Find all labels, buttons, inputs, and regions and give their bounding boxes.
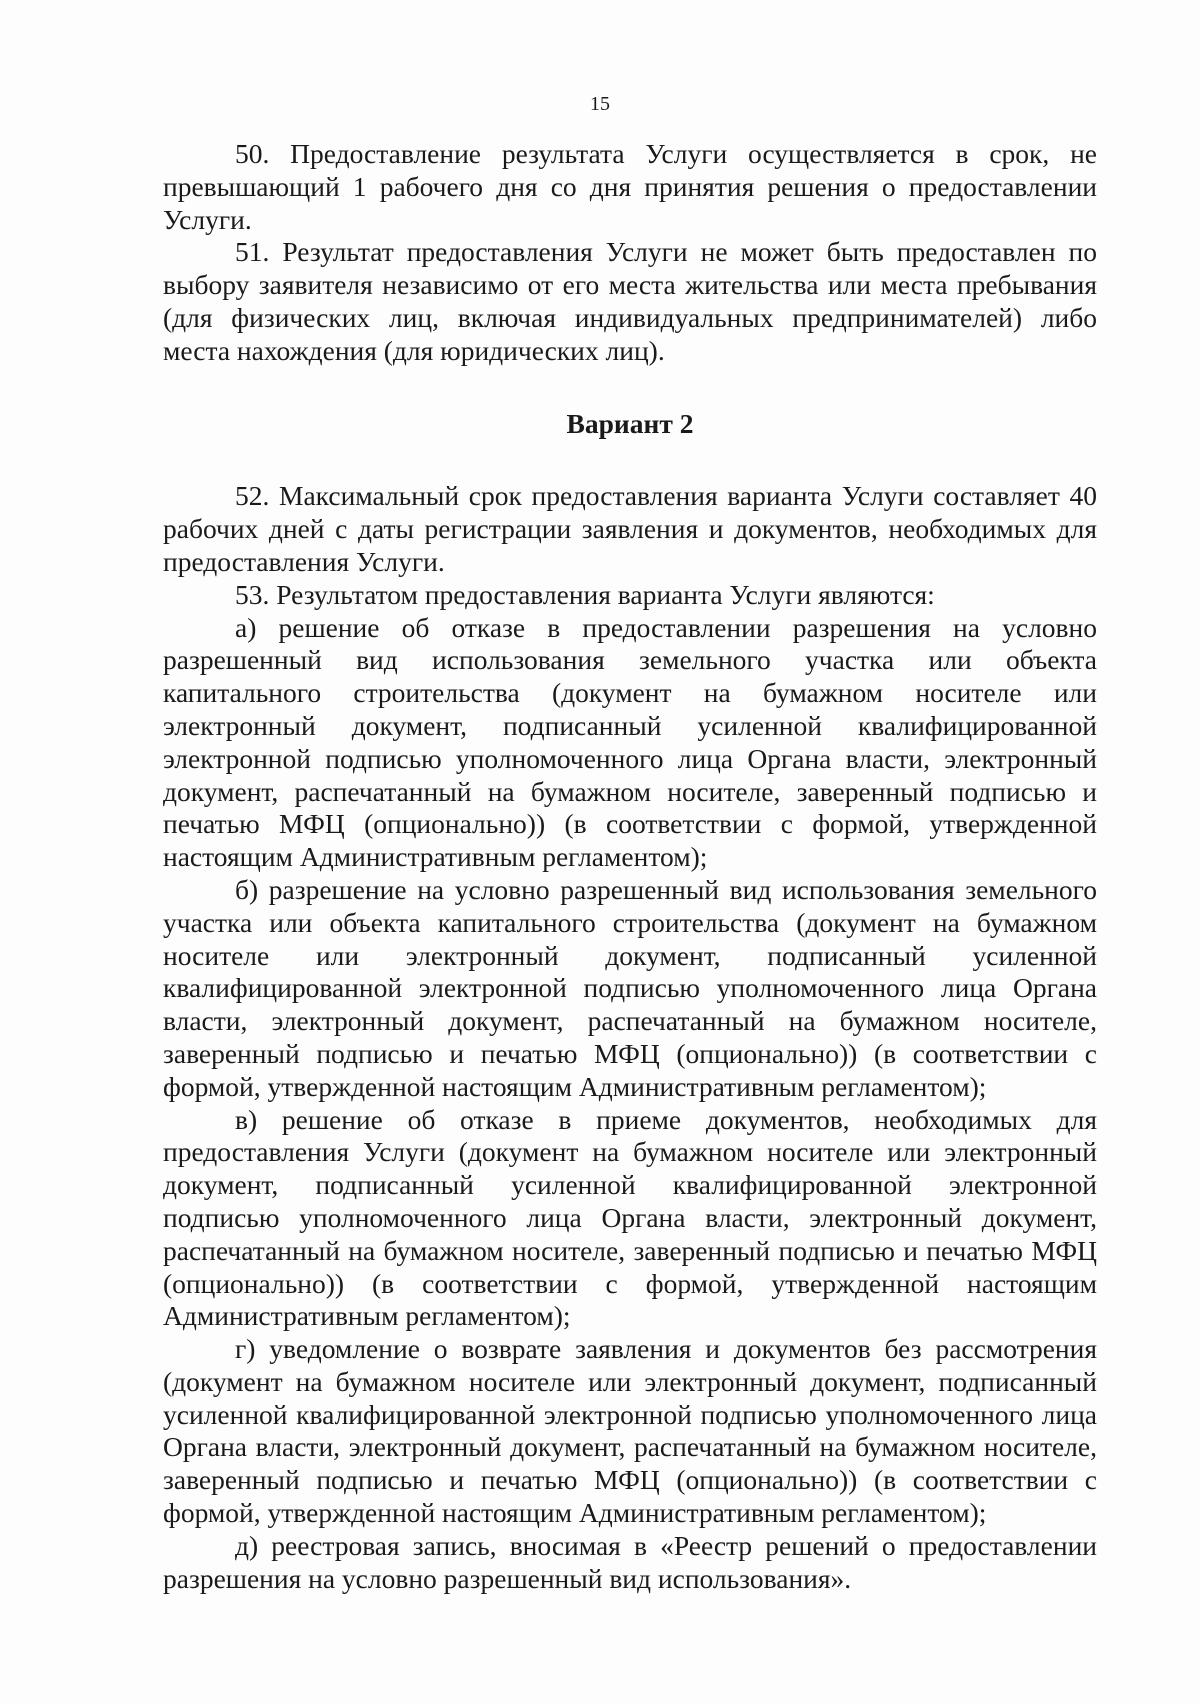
- list-item-b: б) разрешение на условно разрешенный вид использования земельного участка или объекта капитального строительства (документ на бумажном носителе или электронный документ, подписанный усиленной квалифицированной электронной подписью уполномоченного лица Органа власти, электронный документ, распечатанный на бумажном носителе, заверенный подписью и печатью МФЦ (опционально)) (в соответствии с формой, утвержденной настоящим Административным регламентом);: [163, 873, 1097, 1102]
- paragraph-50: 50. Предоставление результата Услуги осуществляется в срок, не превышающий 1 рабочего дня со дня принятия решения о предоставлении Услуги.: [163, 138, 1097, 235]
- list-item-a: а) решение об отказе в предоставлении разрешения на условно разрешенный вид использования земельного участка или объекта капитального строительства (документ на бумажном носителе или электронный документ, подписанный усиленной квалифицированной электронной подписью уполномоченного лица Органа власти, электронный документ, распечатанный на бумажном носителе, заверенный подписью и печатью МФЦ (опционально)) (в соответствии с формой, утвержденной настоящим Административным регламентом);: [163, 611, 1097, 873]
- list-item-v: в) решение об отказе в приеме документов, необходимых для предоставления Услуги (документ на бумажном носителе или электронный документ, подписанный усиленной квалифицированной электронной подписью уполномоченного лица Органа власти, электронный документ, распечатанный на бумажном носителе, заверенный подписью и печатью МФЦ (опционально)) (в соответствии с формой, утвержденной настоящим Административным регламентом);: [163, 1103, 1097, 1332]
- section-heading: Вариант 2: [566, 407, 694, 439]
- paragraph-53: 53. Результатом предоставления варианта Услуги являются:: [235, 578, 935, 610]
- paragraph-52: 52. Максимальный срок предоставления варианта Услуги составляет 40 рабочих дней с даты регистрации заявления и документов, необходимых для предоставления Услуги.: [163, 480, 1097, 577]
- page-number: 15: [590, 93, 610, 115]
- paragraph-51: 51. Результат предоставления Услуги не может быть предоставлен по выбору заявителя независимо от его места жительства или места пребывания (для физических лиц, включая индивидуальных предпринимателей) либо места нахождения (для юридических лиц).: [163, 236, 1097, 366]
- document-body: [163, 138, 1097, 1595]
- list-item-g: г) уведомление о возврате заявления и документов без рассмотрения (документ на бумажном носителе или электронный документ, подписанный усиленной квалифицированной электронной подписью уполномоченного лица Органа власти, электронный документ, распечатанный на бумажном носителе, заверенный подписью и печатью МФЦ (опционально)) (в соответствии с формой, утвержденной настоящим Административным регламентом);: [163, 1333, 1097, 1529]
- list-item-d: д) реестровая запись, вносимая в «Реестр решений о предоставлении разрешения на условно разрешенный вид использования».: [163, 1529, 1097, 1594]
